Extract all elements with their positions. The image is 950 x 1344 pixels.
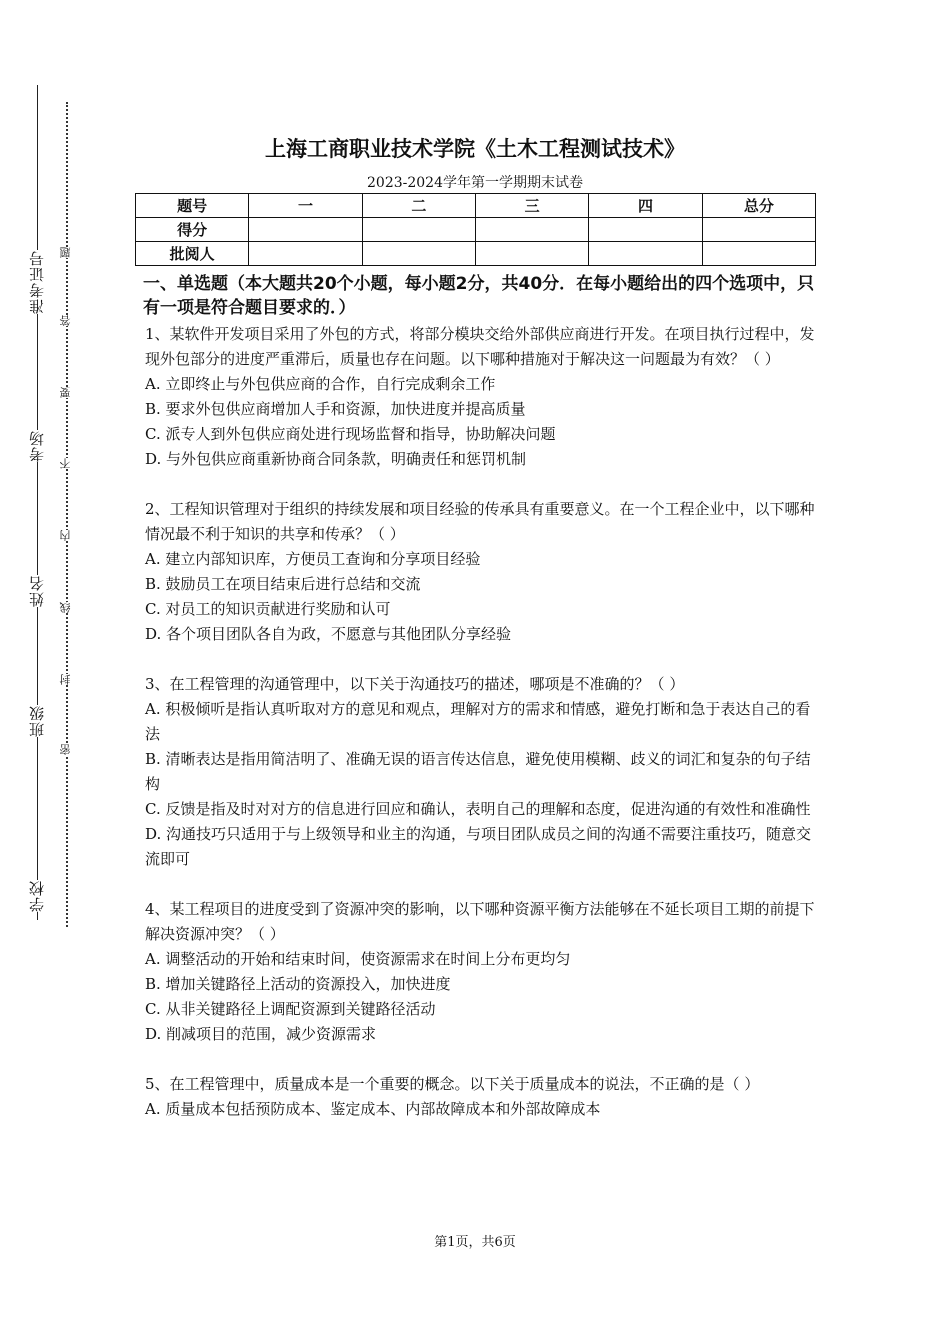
grader-row-label: 批阅人: [136, 242, 249, 266]
score-cell-empty[interactable]: [702, 242, 815, 266]
score-cell-empty[interactable]: [589, 242, 702, 266]
score-cell-empty[interactable]: [475, 218, 588, 242]
option-a: A. 立即终止与外包供应商的合作，自行完成剩余工作: [145, 375, 496, 393]
seal-char-mi: 密: [59, 744, 75, 755]
option-a: A. 质量成本包括预防成本、鉴定成本、内部故障成本和外部故障成本: [145, 1100, 601, 1118]
score-cell-header: 三: [475, 194, 588, 218]
question-3: [145, 672, 817, 872]
label-exam-number: 准考证号: [24, 250, 50, 314]
option-a: A. 建立内部知识库，方便员工查询和分享项目经验: [145, 550, 481, 568]
question-2: [145, 497, 817, 647]
question-stem: 4、某工程项目的进度受到了资源冲突的影响，以下哪种资源平衡方法能够在不延长项目工期的前提下解决资源冲突？（ ）: [145, 900, 815, 943]
score-cell-empty[interactable]: [475, 242, 588, 266]
option-d: D. 各个项目团队各自为政，不愿意与其他团队分享经验: [145, 625, 512, 643]
option-d: D. 与外包供应商重新协商合同条款，明确责任和惩罚机制: [145, 450, 527, 468]
label-class: 班级: [24, 705, 50, 737]
exam-title: 上海工商职业技术学院《土木工程测试技术》: [265, 137, 685, 161]
option-c: C. 反馈是指及时对对方的信息进行回应和确认，表明自己的理解和态度，促进沟通的有效性和准确性: [145, 800, 811, 818]
question-stem: 3、在工程管理的沟通管理中，以下关于沟通技巧的描述，哪项是不准确的？（ ）: [145, 675, 685, 693]
seal-char-da: 答: [59, 315, 75, 326]
page-number: 第1页，共6页: [434, 1235, 516, 1250]
label-name: 姓名: [24, 575, 50, 607]
seal-char-feng: 封: [59, 674, 75, 685]
seal-char-ti: 题: [59, 247, 75, 258]
seal-char-bu: 不: [59, 458, 75, 469]
question-stem: 2、工程知识管理对于组织的持续发展和项目经验的传承具有重要意义。在一个工程企业中，以下哪种情况最不利于知识的共享和传承？（ ）: [145, 500, 815, 543]
score-cell-empty[interactable]: [249, 242, 362, 266]
seal-char-xian: 线: [59, 602, 75, 613]
question-1: [145, 322, 817, 472]
score-cell-empty[interactable]: [362, 242, 475, 266]
score-cell-empty[interactable]: [249, 218, 362, 242]
option-b: B. 要求外包供应商增加人手和资源，加快进度并提高质量: [145, 400, 526, 418]
score-row-label: 得分: [136, 218, 249, 242]
question-4: [145, 897, 817, 1047]
binding-dotted-line: [66, 102, 68, 927]
score-cell-header: 四: [589, 194, 702, 218]
score-cell-empty[interactable]: [589, 218, 702, 242]
option-a: A. 积极倾听是指认真听取对方的意见和观点，理解对方的需求和情感，避免打断和急于表达自己的看法: [145, 700, 811, 743]
score-table: [135, 193, 816, 266]
exam-subtitle: 2023-2024学年第一学期期末试卷: [367, 175, 583, 191]
binding-margin: [0, 80, 80, 940]
score-cell-header: 一: [249, 194, 362, 218]
option-d: D. 沟通技巧只适用于与上级领导和业主的沟通，与项目团队成员之间的沟通不需要注重技巧，随意交流即可: [145, 825, 812, 868]
score-table-grader-row: [136, 242, 816, 266]
label-school: 学校: [24, 880, 50, 912]
option-a: A. 调整活动的开始和结束时间，使资源需求在时间上分布更均匀: [145, 950, 571, 968]
exam-content: [145, 272, 817, 1122]
score-cell-header: 题号: [136, 194, 249, 218]
option-b: B. 清晰表达是指用简洁明了、准确无误的语言传达信息，避免使用模糊、歧义的词汇和复杂的句子结构: [145, 750, 811, 793]
option-d: D. 削减项目的范围，减少资源需求: [145, 1025, 377, 1043]
seal-char-nei: 内: [59, 530, 75, 541]
seal-char-yao: 要: [59, 387, 75, 398]
score-table-score-row: [136, 218, 816, 242]
score-cell-empty[interactable]: [362, 218, 475, 242]
option-c: C. 从非关键路径上调配资源到关键路径活动: [145, 1000, 436, 1018]
score-cell-header: 二: [362, 194, 475, 218]
score-cell-header: 总分: [702, 194, 815, 218]
question-stem: 5、在工程管理中，质量成本是一个重要的概念。以下关于质量成本的说法，不正确的是（ ）: [145, 1075, 760, 1093]
label-exam-room: 考场: [24, 430, 50, 462]
option-c: C. 派专人到外包供应商处进行现场监督和指导，协助解决问题: [145, 425, 556, 443]
option-b: B. 鼓励员工在项目结束后进行总结和交流: [145, 575, 421, 593]
question-5: [145, 1072, 817, 1122]
binding-solid-line: [37, 85, 38, 920]
score-table-header-row: [136, 194, 816, 218]
question-stem: 1、某软件开发项目采用了外包的方式，将部分模块交给外部供应商进行开发。在项目执行过程中，发现外包部分的进度严重滞后，质量也存在问题。以下哪种措施对于解决这一问题最为有效？（ ）: [145, 325, 815, 368]
option-c: C. 对员工的知识贡献进行奖励和认可: [145, 600, 391, 618]
option-b: B. 增加关键路径上活动的资源投入，加快进度: [145, 975, 451, 993]
section-heading: 一、单选题（本大题共20个小题，每小题2分，共40分．在每小题给出的四个选项中，只有一项是符合题目要求的．）: [143, 274, 815, 318]
score-cell-empty[interactable]: [702, 218, 815, 242]
